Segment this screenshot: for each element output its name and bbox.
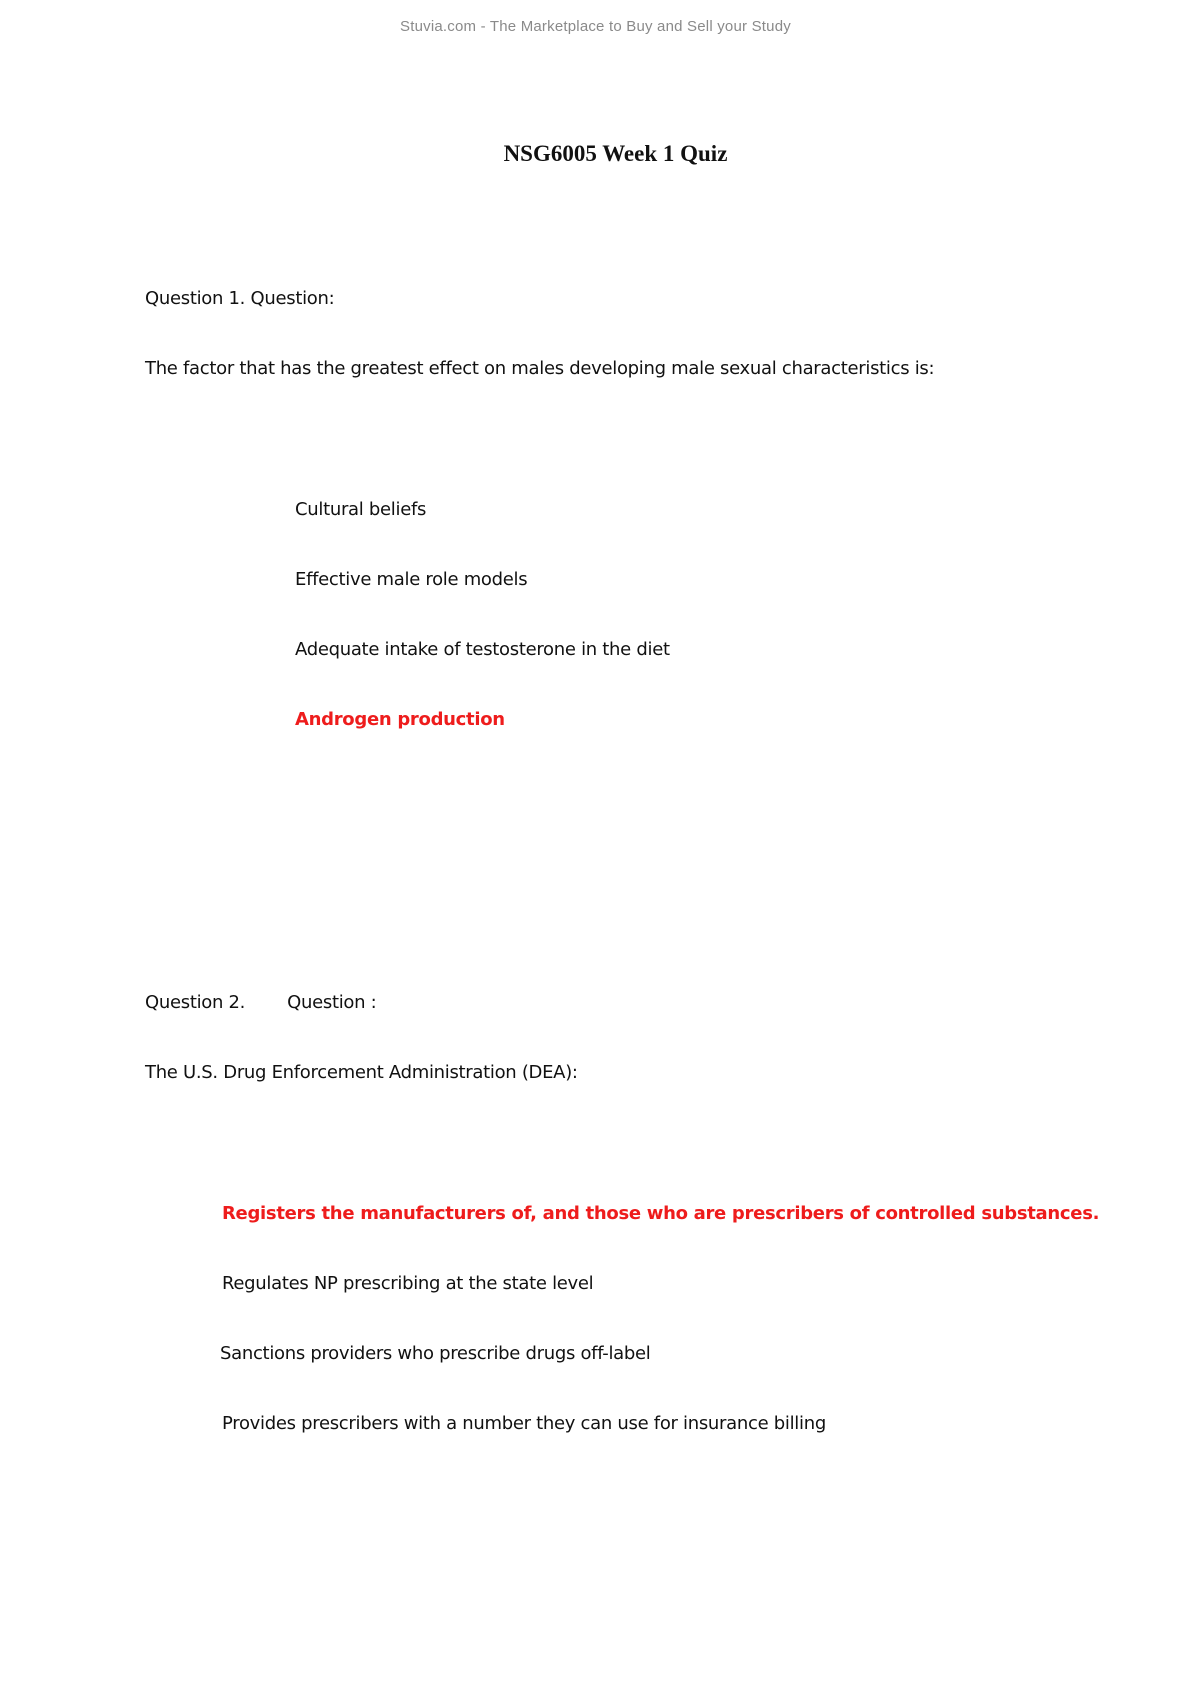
question-2-option-3: Sanctions providers who prescribe drugs off-label [220, 1343, 651, 1364]
page-title: NSG6005 Week 1 Quiz [503, 141, 728, 166]
question-1-option-1: Cultural beliefs [295, 499, 427, 520]
question-1-option-3: Adequate intake of testosterone in the diet [295, 639, 670, 660]
question-2-header [145, 992, 376, 1013]
question-2-option-1-correct: Registers the manufacturers of, and those who are prescribers of controlled substances. [222, 1203, 1100, 1224]
question-1-option-4-correct: Androgen production [295, 709, 505, 730]
question-1-option-2: Effective male role models [295, 569, 528, 590]
question-2-option-4: Provides prescribers with a number they can use for insurance billing [222, 1413, 826, 1434]
question-2-label: Question : [287, 992, 377, 1013]
question-2-option-2: Regulates NP prescribing at the state level [222, 1273, 594, 1294]
question-2-number: Question 2. [145, 992, 246, 1013]
stuvia-watermark: Stuvia.com - The Marketplace to Buy and Sell your Study [400, 18, 791, 35]
question-1-header: Question 1. Question: [145, 288, 335, 309]
question-2-prompt: The U.S. Drug Enforcement Administration (DEA): [145, 1062, 578, 1083]
question-1-prompt: The factor that has the greatest effect on males developing male sexual characteristics is: [145, 358, 935, 379]
